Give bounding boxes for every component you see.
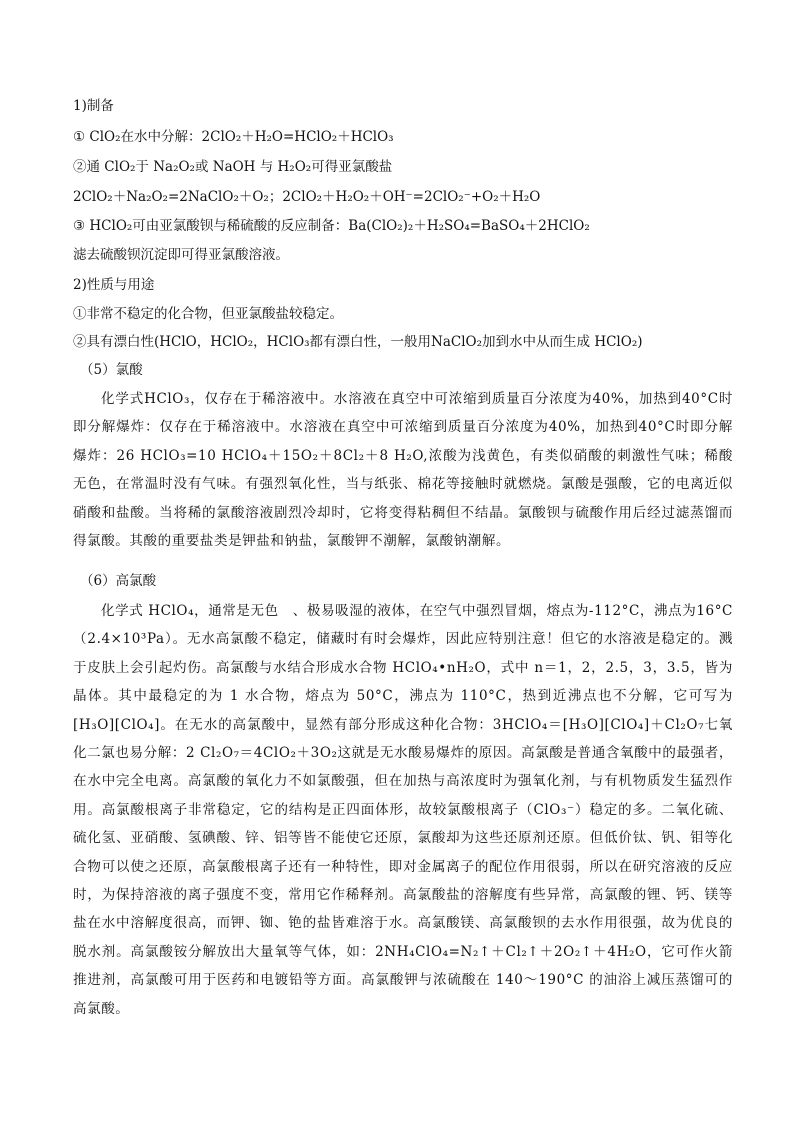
section-heading-chloric-acid: （5）氯酸	[80, 362, 143, 378]
chloric-acid-paragraph: 化学式HClO₃，仅存在于稀溶液中。水溶液在真空中可浓缩到质量百分浓度为40%，加热到40°C时即分解爆炸：仅存在于稀溶液中。水溶液在真空中可浓缩到质量百分浓度为40%，加热到40°C时即分解爆炸：26 HClO₃=10 HClO₄＋15O₂＋8Cl₂＋8 H₂O,浓酸为浅黄色，有类似硝酸的刺激性气味；稀酸无色，在常温时没有气味。有强烈氧化性，当与纸张、棉花等接触时就燃烧。氯酸是强酸，它的电离近似硝酸和盐酸。当将稀的氯酸溶液剧烈冷却时，它将变得粘稠但不结晶。氯酸钡与硫酸作用后经过滤蒸馏而得氯酸。其酸的重要盐类是钾盐和钠盐，氯酸钾不潮解，氯酸钠潮解。	[73, 391, 733, 550]
text-line: ③ HClO₂可由亚氯酸钡与稀硫酸的反应制备：Ba(ClO₂)₂＋H₂SO₄=BaSO₄＋2HClO₂	[73, 218, 590, 234]
text-line: ②具有漂白性(HClO，HClO₂，HClO₃都有漂白性，一般用NaClO₂加到水中从而生成 HClO₂)	[73, 334, 643, 350]
text-line: 2ClO₂＋Na₂O₂=2NaClO₂＋O₂；2ClO₂＋H₂O₂＋OH⁻=2ClO₂⁻+O₂＋H₂O	[73, 189, 541, 205]
text-line: ① ClO₂在水中分解：2ClO₂＋H₂O=HClO₂＋HClO₃	[73, 129, 394, 145]
perchloric-acid-paragraph: 化学式 HClO₄，通常是无色 、极易吸湿的液体，在空气中强烈冒烟，熔点为-112°C，沸点为16°C（2.4×10³Pa）。无水高氯酸不稳定，储藏时有时会爆炸，因此应特别注意！但它的水溶液是稳定的。溅于皮肤上会引起灼伤。高氯酸与水结合形成水合物 HClO₄•nH₂O，式中 n＝1，2，2.5，3，3.5，皆为晶体。其中最稳定的为 1 水合物，熔点为 50°C，沸点为 110°C，热到近沸点也不分解，它可写为[H₃O][ClO₄]。在无水的高氯酸中，显然有部分形成这种化合物：3HClO₄＝[H₃O][ClO₄]＋Cl₂O₇七氧化二氯也易分解：2 Cl₂O₇＝4ClO₂＋3O₂这就是无水酸易爆炸的原因。高氯酸是普通含氧酸中的最强者，在水中完全电离。高氯酸的氧化力不如氯酸强，但在加热与高浓度时为强氧化剂，与有机物质发生猛烈作用。高氯酸根离子非常稳定，它的结构是正四面体形，故较氯酸根离子（ClO₃⁻）稳定的多。二氧化硫、硫化氢、亚硝酸、氢碘酸、锌、铝等皆不能使它还原，氯酸却为这些还原剂还原。但低价钛、钒、钼等化合物可以使之还原，高氯酸根离子还有一种特性，即对金属离子的配位作用很弱，所以在研究溶液的反应时，为保持溶液的离子强度不变，常用它作稀释剂。高氯酸盐的溶解度有些异常，高氯酸的锂、钙、镁等盐在水中溶解度很高，而钾、铷、铯的盐皆难溶于水。高氯酸镁、高氯酸钡的去水作用很强，故为优良的脱水剂。高氯酸铵分解放出大量氧等气体，如：2NH₄ClO₄=N₂↑＋Cl₂↑＋2O₂↑＋4H₂O，它可作火箭推进剂，高氯酸可用于医药和电镀铅等方面。高氯酸钾与浓硫酸在 140～190°C 的油浴上减压蒸馏可的高氯酸。	[73, 603, 733, 1017]
text-line: ②通 ClO₂于 Na₂O₂或 NaOH 与 H₂O₂可得亚氯酸盐	[73, 159, 393, 175]
text-line: 滤去硫酸钡沉淀即可得亚氯酸溶液。	[73, 247, 289, 263]
section-heading-perchloric-acid: （6）高氯酸	[80, 573, 157, 589]
section-heading-properties: 2)性质与用途	[73, 277, 155, 293]
text-line: ①非常不稳定的化合物，但亚氯酸盐较稳定。	[73, 306, 343, 322]
section-heading-preparation: 1)制备	[73, 98, 114, 114]
